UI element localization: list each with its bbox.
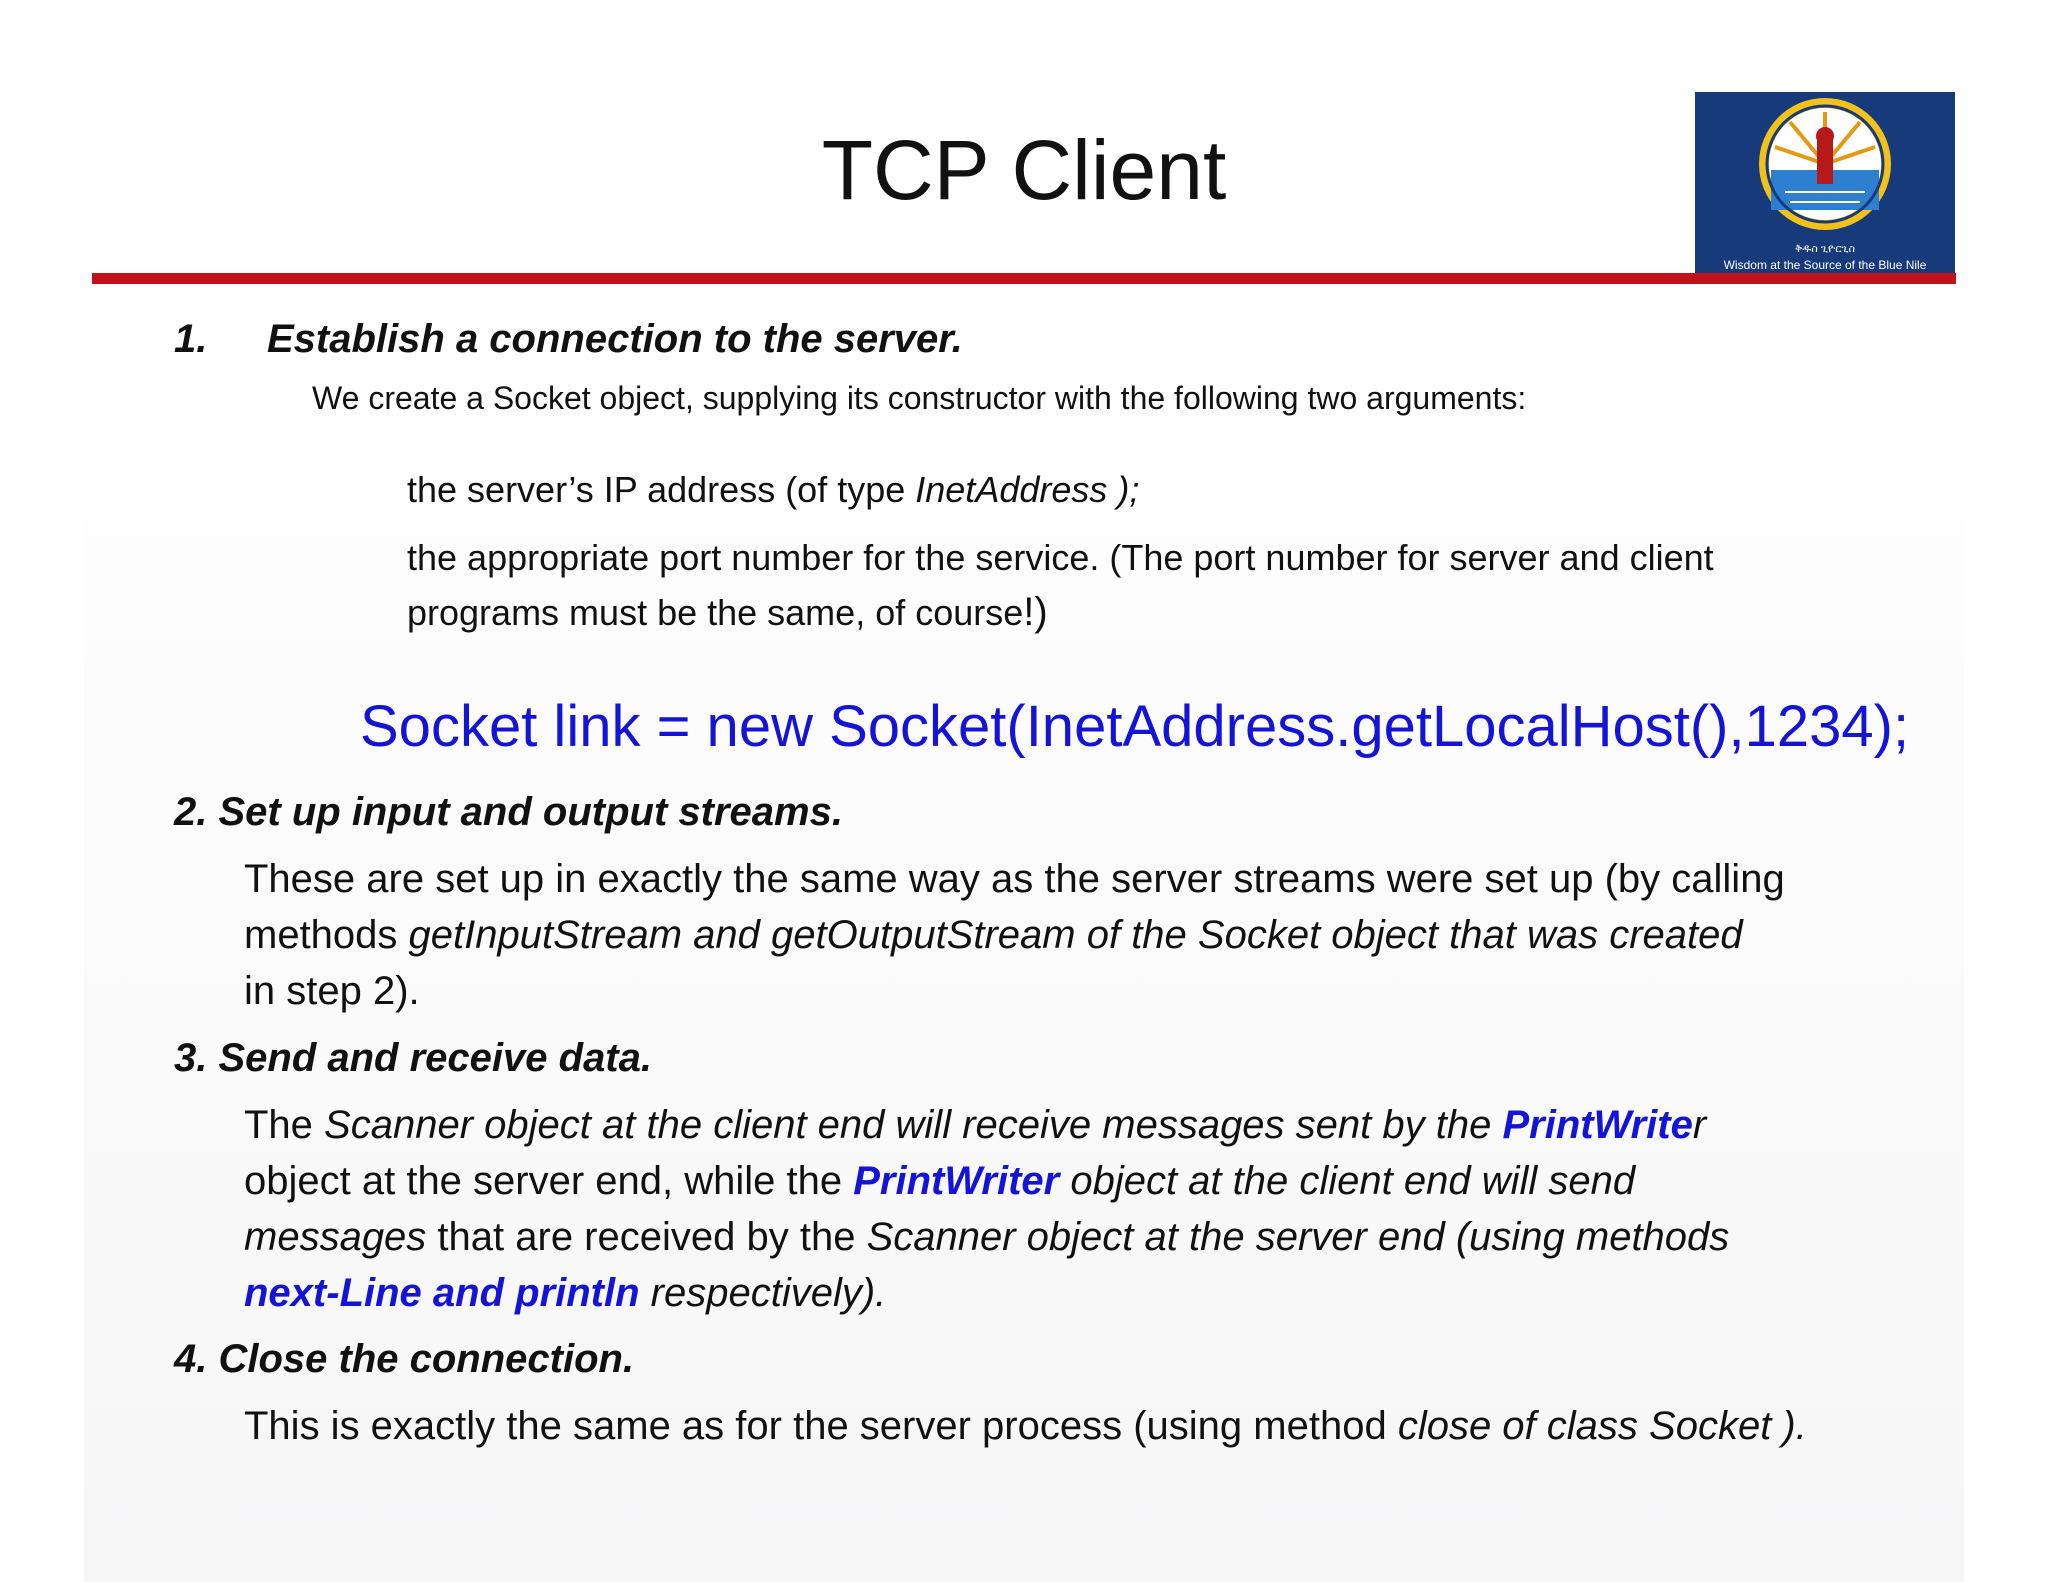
arg2-end: !) <box>1023 590 1048 634</box>
arg1-text: the server’s IP address (of type <box>407 469 916 510</box>
step3-heading: 3. Send and receive data. <box>174 1036 652 1080</box>
step2-heading: 2. Set up input and output streams. <box>174 790 843 834</box>
arg2-text: programs must be the same, of course <box>407 592 1024 633</box>
step1-number: 1. <box>174 317 208 361</box>
step2-line2 <box>244 907 1743 963</box>
step3-l1-d: r <box>1692 1103 1707 1147</box>
step1-heading: Establish a connection to the server. <box>267 317 963 361</box>
step3-l2-c: object at the client end will send <box>1059 1159 1636 1203</box>
method-keywords: next-Line and println <box>244 1271 640 1315</box>
step3-l3-a: messages <box>244 1215 427 1259</box>
step2-line2-b: getInputStream and getOutputStream of the Socket object that was created <box>408 913 1743 957</box>
step3-l1-a: The <box>244 1103 325 1147</box>
step4-heading: 4. Close the connection. <box>174 1337 635 1381</box>
printwriter-keyword: PrintWriter <box>853 1159 1060 1203</box>
step3-l2-a: object at the server end, while the <box>244 1159 854 1203</box>
step1-arg2-line1: the appropriate port number for the service. (The port number for server and client <box>407 537 1714 578</box>
step3-line2 <box>244 1153 1635 1209</box>
socket-code-line: Socket link = new Socket(InetAddress.getLocalHost(),1234); <box>360 694 1910 759</box>
step3-line4 <box>244 1265 886 1321</box>
step3-line3 <box>244 1209 1729 1265</box>
step1-arg2-line2 <box>407 590 1048 635</box>
slide-title: TCP Client <box>821 123 1227 217</box>
step2-line2-a: methods <box>244 913 409 957</box>
printwriter-keyword: PrintWrite <box>1502 1103 1693 1147</box>
step2-line1: These are set up in exactly the same way as the server streams were set up (by calling <box>244 857 1785 901</box>
step3-l1-b: Scanner object at the client end will receive messages sent by the <box>324 1103 1503 1147</box>
step4-line-a: This is exactly the same as for the server process (using method <box>244 1404 1398 1448</box>
step3-l3-c: Scanner object at the server end (using methods <box>866 1215 1730 1259</box>
logo-caption: Wisdom at the Source of the Blue Nile <box>1723 258 1927 272</box>
step3-l4-b: respectively). <box>639 1271 887 1315</box>
step1-intro: We create a Socket object, supplying its constructor with the following two arguments: <box>312 380 1527 416</box>
logo-amharic-text: ቅዱስ ጊዮርጊስ <box>1795 243 1855 255</box>
title-divider <box>92 273 1956 284</box>
arg1-type: InetAddress ); <box>915 469 1140 510</box>
step4-line <box>244 1398 1807 1454</box>
step3-line1 <box>244 1097 1706 1153</box>
step3-l3-b: that are received by the <box>426 1215 867 1259</box>
step2-line3: in step 2). <box>244 969 420 1013</box>
step4-line-b: close of class Socket ). <box>1397 1404 1807 1448</box>
university-logo <box>1695 92 1955 278</box>
step1-arg1 <box>407 468 1139 512</box>
